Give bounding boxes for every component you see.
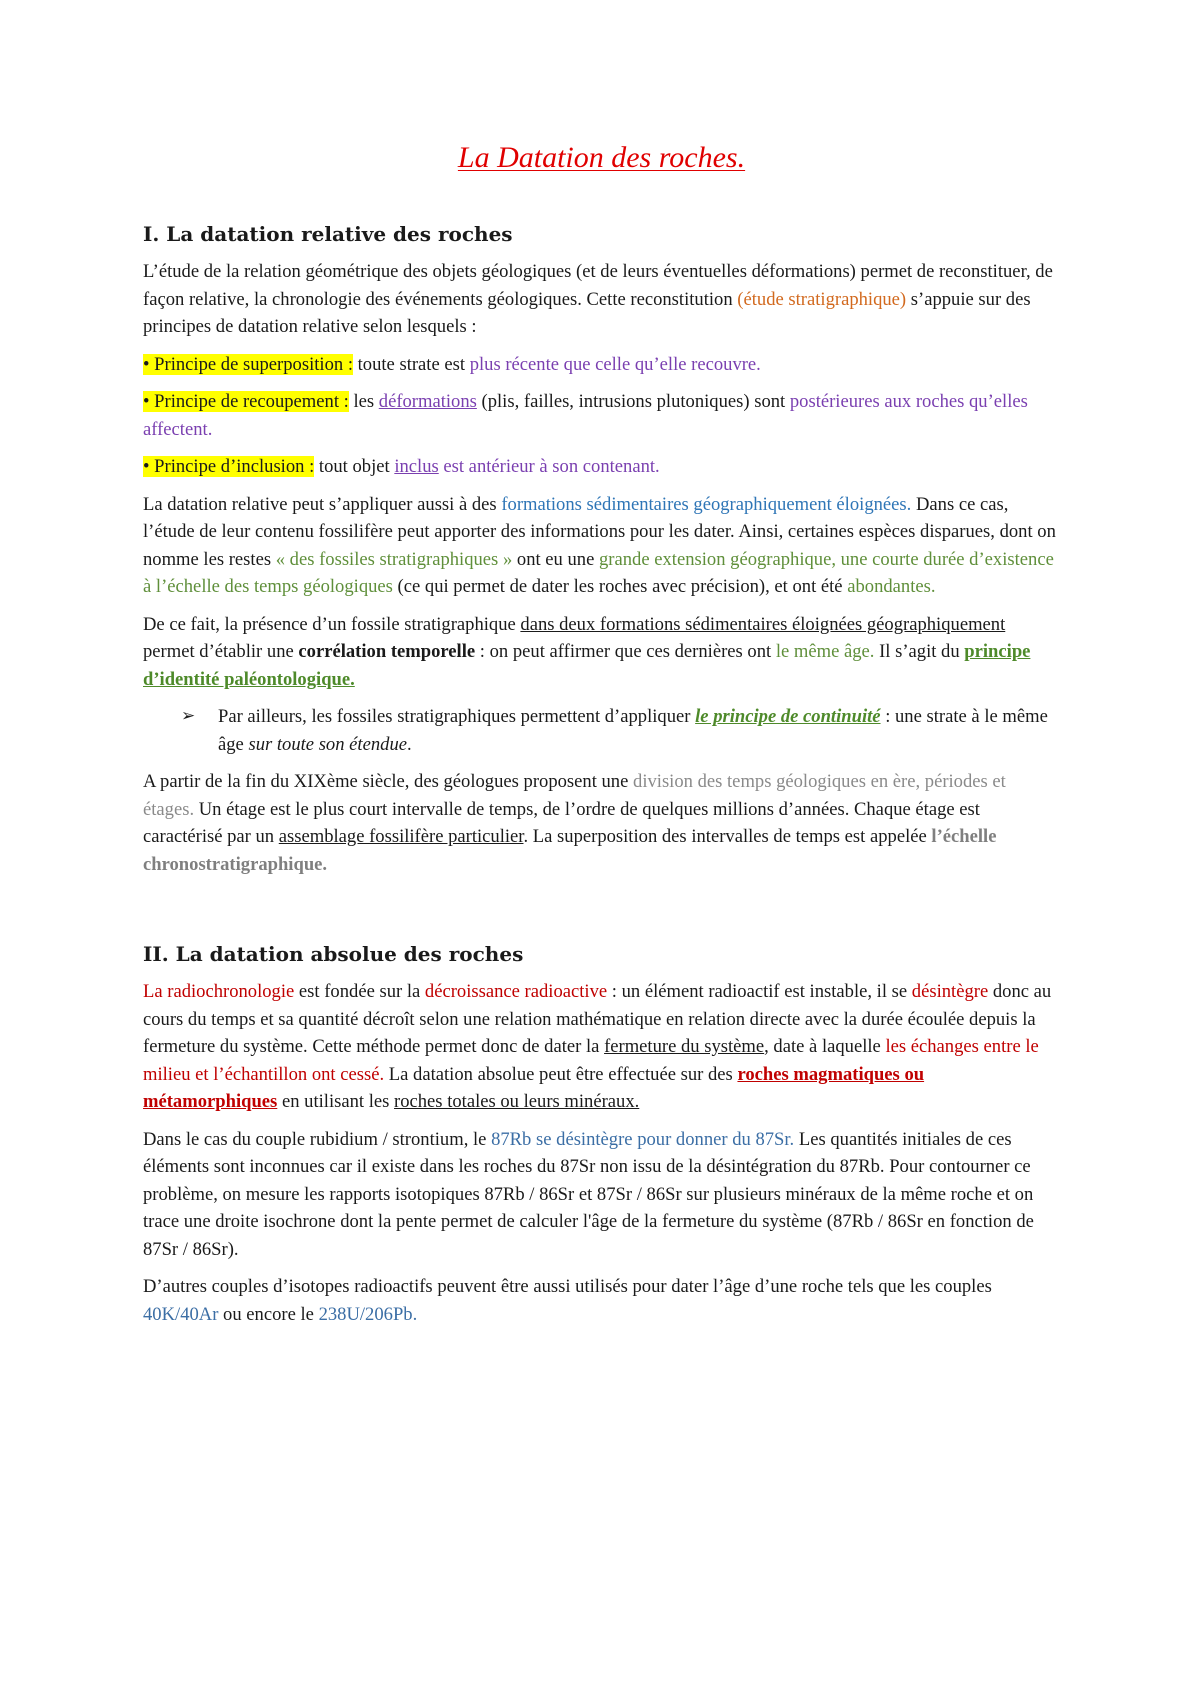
- colored-text: 238U/206Pb.: [318, 1303, 418, 1325]
- text-run: : un élément radioactif est instable, il se: [607, 981, 912, 1002]
- underlined-term: déformations: [378, 391, 477, 412]
- principle-label: • Principe de recoupement :: [143, 391, 349, 412]
- text-run: donc au cours du temps et sa quantité décroît selon une relation mathématique en relation directe avec la durée écoulée depuis la fermeture du système. Cette méthode permet donc de dater la: [143, 981, 1052, 1057]
- radiochronology-paragraph: [143, 978, 1060, 1116]
- text-run: : on peut affirmer que ces dernières ont: [475, 641, 776, 662]
- document-title: La Datation des roches.: [457, 141, 746, 174]
- text-run: ou encore le: [218, 1303, 319, 1325]
- colored-text: abondantes.: [847, 576, 936, 597]
- colored-text: 40K/40Ar: [143, 1303, 219, 1325]
- bold-term: corrélation temporelle: [298, 641, 476, 662]
- principle-name: principe d’identité paléontologique.: [143, 641, 1031, 690]
- chronostratigraphic-paragraph: [143, 768, 1060, 878]
- colored-text: décroissance radioactive: [424, 981, 608, 1002]
- text-run: D’autres couples d’isotopes radioactifs peuvent être aussi utilisés pour dater l’âge d’une roche tels que les couples: [143, 1276, 992, 1297]
- text-run: Un étage est le plus court intervalle de temps, de l’ordre de quelques millions d’années. Chaque étage est caractérisé par un: [143, 798, 980, 847]
- continuity-bullet: [143, 703, 1060, 758]
- italic-text: sur toute son étendue: [248, 733, 407, 755]
- text-run: La datation relative peut s’appliquer aussi à des: [143, 493, 502, 515]
- text-run: est fondée sur la: [294, 981, 425, 1002]
- text-run: : une strate à le même âge: [218, 706, 1048, 755]
- bold-term: l’échelle chronostratigraphique.: [143, 826, 997, 875]
- colored-text: plus récente que celle qu’elle recouvre.: [469, 353, 761, 375]
- section-2-heading: II. La datation absolue des roches: [143, 942, 524, 966]
- colored-text: est antérieur à son contenant.: [438, 456, 660, 477]
- colored-text: les échanges entre le milieu et l’échantillon ont cessé.: [143, 1036, 1039, 1085]
- principle-label: • Principe de superposition :: [143, 353, 353, 375]
- text-run: permet d’établir une: [143, 641, 299, 662]
- correlation-paragraph: [143, 611, 1060, 694]
- text-run: ont eu une: [512, 548, 599, 570]
- underlined-term: fermeture du système: [604, 1036, 765, 1057]
- colored-text: désintègre: [911, 981, 989, 1002]
- text-run: Il s’agit du: [874, 641, 965, 662]
- principle-inclusion: [143, 453, 1060, 481]
- colored-text: grande extension géographique, une courte durée d’existence à l’échelle des temps géologiques: [143, 548, 1054, 597]
- stratigraphic-study-highlight: (étude stratigraphique): [737, 288, 907, 310]
- text-run: .: [407, 733, 412, 755]
- text-run: Dans ce cas, l’étude de leur contenu fossilifère peut apporter des informations pour les dater. Ainsi, certaines espèces disparues, dont on nomme les restes: [143, 493, 1056, 570]
- arrow-bullet-icon: ➢: [181, 706, 196, 726]
- principle-name: le principe de continuité: [695, 706, 881, 727]
- text-run: Par ailleurs, les fossiles stratigraphiques permettent d’appliquer: [218, 706, 696, 727]
- colored-text: le même âge.: [775, 641, 875, 662]
- text-run: Dans le cas du couple rubidium / strontium, le: [143, 1128, 492, 1150]
- colored-text: « des fossiles stratigraphiques »: [275, 548, 513, 570]
- text-run: (ce qui permet de dater les roches avec précision), et ont été: [392, 576, 848, 597]
- other-isotopes-paragraph: [143, 1273, 1060, 1328]
- colored-text: division des temps géologiques en ère, périodes et étages.: [143, 771, 1006, 820]
- section-1-heading: I. La datation relative des roches: [143, 222, 513, 246]
- underlined-term: inclus: [394, 456, 439, 477]
- text-run: A partir de la fin du XIXème siècle, des géologues proposent une: [143, 771, 634, 792]
- bold-term: roches magmatiques ou métamorphiques: [143, 1063, 925, 1112]
- text-run: . La superposition des intervalles de temps est appelée: [523, 826, 932, 847]
- text-run: s’appuie sur des principes de datation relative selon lesquels :: [143, 288, 1031, 337]
- text-run: L’étude de la relation géométrique des objets géologiques (et de leurs éventuelles déformations) permet de reconstituer, de façon relative, la chronologie des événements géologiques. Cette reconstitution: [143, 261, 1053, 310]
- text-run: les: [348, 391, 379, 412]
- colored-text: La radiochronologie: [143, 981, 295, 1002]
- principle-superposition: [143, 351, 1060, 379]
- underlined-term: dans deux formations sédimentaires éloignées géographiquement: [520, 613, 1006, 635]
- principle-label: • Principe d’inclusion :: [143, 456, 315, 477]
- colored-text: formations sédimentaires géographiquement éloignées.: [501, 493, 912, 515]
- text-run: De ce fait, la présence d’un fossile stratigraphique: [143, 613, 521, 635]
- text-run: , date à laquelle: [764, 1036, 886, 1057]
- underlined-term: roches totales ou leurs minéraux.: [394, 1091, 640, 1112]
- colored-text: postérieures aux roches qu’elles affectent.: [143, 391, 1028, 440]
- underlined-term: assemblage fossilifère particulier: [278, 826, 524, 847]
- relative-dating-paragraph: [143, 491, 1060, 601]
- rubidium-strontium-paragraph: [143, 1126, 1060, 1264]
- text-run: La datation absolue peut être effectuée sur des: [384, 1063, 738, 1085]
- text-run: toute strate est: [352, 353, 470, 375]
- text-run: (plis, failles, intrusions plutoniques) sont: [476, 391, 790, 412]
- text-run: Les quantités initiales de ces éléments sont inconnues car il existe dans les roches du 87Sr non issu de la désintégration du 87Rb. Pour contourner ce problème, on mesure les rapports isotopiques 87Rb / 86Sr et 87Sr / 86Sr sur plusieurs minéraux de la même roche et on trace une droite isochrone dont la pente permet de calculer l'âge de la fermeture du système (87Rb / 86Sr en fonction de 87Sr / 86Sr).: [143, 1128, 1034, 1260]
- colored-text: 87Rb se désintègre pour donner du 87Sr.: [491, 1128, 795, 1150]
- intro-paragraph: [143, 258, 1060, 341]
- text-run: en utilisant les: [277, 1091, 395, 1112]
- principle-recoupement: [143, 388, 1060, 443]
- text-run: tout objet: [314, 456, 395, 477]
